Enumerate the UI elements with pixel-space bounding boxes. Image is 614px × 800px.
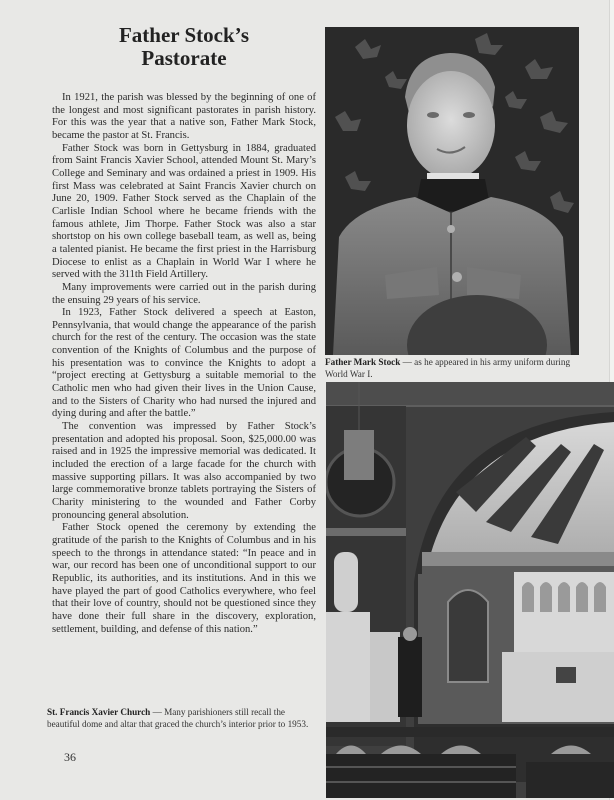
caption-father-stock <box>325 357 583 380</box>
title-line-1: Father Stock’s <box>118 23 250 47</box>
caption-church <box>47 707 311 730</box>
page-number: 36 <box>64 750 76 764</box>
article-body <box>52 92 316 636</box>
paragraph: Many improvements were carried out in the parish during the ensuing 29 years of his service. <box>52 281 316 306</box>
statue <box>334 552 358 612</box>
paragraph: In 1923, Father Stock delivered a speech at Easton, Pennsylvania, that would change the appearance of the parish church for the rest of the century. The occasion was the state convention of the Knights of Columbus and the purpose of his presentation was to convince the Knights to adopt a “project erecting at Gettysburg a suitable memorial to the Catholic men who had given their lives in the Union Cause, and to the Sisters of Charity who had nursed the injured and dying during and after the battle.” <box>52 307 316 420</box>
title-line-2: Pastorate <box>141 46 227 70</box>
caption-text: — as he appeared in his army uniform during World War I. <box>325 357 571 379</box>
photo-father-stock <box>325 27 579 355</box>
paragraph: In 1921, the parish was blessed by the beginning of one of the longest and most significant pastorates in parish history. For this was the year that a native son, Father Mark Stock, became the pastor at St. Francis. <box>52 92 316 141</box>
portrait-illustration <box>325 27 579 355</box>
page-title <box>52 24 316 70</box>
caption-text: — Many parishioners still recall the beautiful dome and altar that graced the church’s interior prior to 1953. <box>47 707 309 729</box>
photo-church-interior <box>326 382 614 798</box>
lantern <box>344 430 374 480</box>
caption-bold: St. Francis Xavier Church <box>47 707 151 717</box>
pews <box>326 754 516 798</box>
paragraph: Father Stock was born in Gettysburg in 1884, graduated from Saint Francis Xavier School, attended Mount St. Mary’s College and Seminary and was ordained a priest in 1909. His first Mass was celebrated at Saint Francis Xavier church on June 20, 1909. Father Stock served as the Chaplain of the Carlisle Indian School where he became friends with the famous athlete, Jim Thorpe. Father Stock was also a star shortstop on his own college baseball team, as well as, being a talented pianist. He became the first priest in the Harrisburg Diocese to enlist as a Chaplain in World War I where he served with the 311th Field Artillery. <box>52 142 316 281</box>
church-illustration <box>326 382 614 798</box>
paragraph: Father Stock opened the ceremony by extending the gratitude of the parish to the Knights of Columbus and in his speech to the throngs in attendance stated: “In peace and in war, our record has been one of unconditional support to our Republic, its authorities, and its institutions. And in this we have played the part of good Catholics everywhere, who feel that their love of country, should not be questioned since they have done their full share in the discovery, exploration, settlement, building, and defense of this nation.” <box>52 522 316 635</box>
communion-rail <box>326 727 614 737</box>
paragraph: The convention was impressed by Father Stock’s presentation and adopted his proposal. Soon, $25,000.00 was raised and in 1925 the impressive memorial was dedicated. It included the erection of a large facade for the church with massive supporting pillars. It was also accompanied by two large commemorative bronze tablets portraying the Sisters of Charity ministering to the wounded and Father Corby pronouncing general absolution. <box>52 421 316 521</box>
caption-bold: Father Mark Stock <box>325 357 401 367</box>
